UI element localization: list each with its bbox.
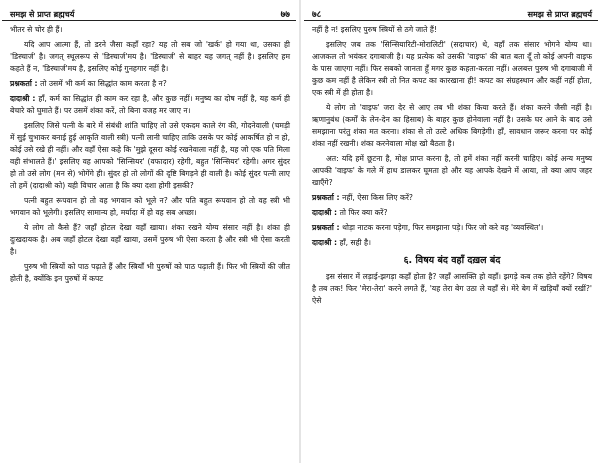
dialog-text: थोड़ा नाटक करना पड़ेगा, फिर समझाना पड़े। फिर जो करे वह 'व्यवस्थित'। <box>342 223 544 232</box>
dialog-line: दादाश्री : तो फिर क्या करें? <box>312 208 388 217</box>
left-page <box>2 0 296 463</box>
paragraph: ये लोग तो 'वाइफ' जरा देर से आए तब भी शंका किया करते हैं। शंका करने जैसी नहीं है। ऋणानुबंध (कर्मों के लेन-देन का हिसाब) के बाहर कुछ होनेवाला नहीं है। उसके घर आने के बाद उसे समझाना परंतु शंका मत करना। शंका से तो उल्टे अधिक बिगड़ेगी। हाँ, सावधान जरूर करना पर कोई शंका नहीं रखनी। शंका करनेवाला मोक्ष खो बैठता है। <box>312 103 592 148</box>
paragraph: यदि आप आत्मा हैं, तो डरने जैसा कहाँ रहा? यह तो सब जो 'खर्क' हो गया था, उसका ही 'डिस्चार्ज' है। जगत् स्थूलरूप से 'डिस्चार्ज'मय है। 'डिस्चार्ज' से बाहर यह जगत् नहीं है। इसलिए हम कहते हैं न, 'डिस्चार्ज'मय है, इसलिए कोई गुनहगार नहीं है। <box>10 40 290 73</box>
left-page-body <box>2 21 296 285</box>
dialog-line: प्रश्नकर्ता : तो उसमें भी कर्म का सिद्धांत काम करता है न? <box>10 79 167 88</box>
right-page-number: ७८ <box>312 10 322 20</box>
section-heading: ६. विषय बंद वहाँ दख़ल बंद <box>403 255 501 266</box>
dialog-text: नहीं, ऐसा किस लिए करें? <box>342 193 413 202</box>
dialog-line: दादाश्री : हाँ, सही है। <box>312 238 371 247</box>
speaker-name: दादाश्री <box>312 208 332 217</box>
paragraph: पत्नी बहुत रूपवान हो तो वह भगवान को भूले न? और पति बहुत रूपवान हो तो वह स्त्री भी भगवान को भूलेगी। इसलिए सामान्य हो, मर्यादा में हो वह सब अच्छा। <box>10 196 290 217</box>
left-page-number: ७७ <box>280 10 290 20</box>
right-header-title: समझ से प्राप्त ब्रह्मचर्य <box>527 10 592 19</box>
speaker-name: दादाश्री <box>312 238 332 247</box>
paragraph: इसलिए जिसे पत्नी के बारे में संबंधी शांति चाहिए तो उसे एकदम काले रंग की, गोदनेवाली (चमड़ी में सुई चुभाकर बनाई हुई आकृति वाली स्त्री) पत्नी लानी चाहिए ताकि उसके पर कोई आकर्षित हो न हो, कोई उसे रखे ही नहीं। और वहाँ ऐसा कहे कि 'मुझे दूसरा कोई रखनेवाला नहीं है, यह जो एक पति मिला वही संभालते हैं।' इसलिए वह आपको 'सिन्सियर' (वफादार) रहेगी, बहुत 'सिन्सियर' रहेगी। अगर सुंदर हो तो उसे लोग (मन से) भोगेंगे ही। सुंदर हो तो लोगों की दृष्टि बिगड़ने ही वाली है। कोई सुंदर पत्नी लाए तो हमें (दादाश्री को) यही विचार आता है कि क्या दशा होगी इसकी? <box>10 121 290 190</box>
paragraph: पुरुष भी स्त्रियों को पाठ पढ़ाते हैं और स्त्रियाँ भी पुरुषों को पाठ पढ़ाती हैं। फिर भी स्त्रियों की जीत होती है, क्योंकि इन पुरुषों में कपट <box>10 262 290 283</box>
speaker-name: प्रश्नकर्ता <box>312 193 334 202</box>
paragraph: ये लोग तो कैसे हैं? जहाँ होटल देखा वहाँ खाया। शंका रखने योग्य संसार नहीं है। शंका ही दुःखदायक है। अब जहाँ होटल देखा वहाँ खाया, उसमें पुरुष भी ऐसा करता है और स्त्री भी ऐसा करती है। <box>10 223 290 256</box>
speaker-name: प्रश्नकर्ता <box>10 79 32 88</box>
paragraph: नहीं है न! इसलिए पुरुष स्त्रियों से ठगे जाते हैं! <box>312 25 437 34</box>
dialog-line: प्रश्नकर्ता : थोड़ा नाटक करना पड़ेगा, फिर समझाना पड़े। फिर जो करे वह 'व्यवस्थित'। <box>312 223 544 232</box>
left-page-header <box>2 0 296 21</box>
paragraph: भीतर से चोर ही हैं। <box>10 25 63 34</box>
speaker-name: दादाश्री <box>10 94 30 103</box>
paragraph: इस संसार में लड़ाई-झगड़ा कहाँ होता है? जहाँ आसक्ति हो वहाँ। झगड़े कब तक होते रहेंगे? विषय है तब तक! फिर 'मेरा-तेरा' करने लगते हैं, 'यह तेरा बेग उठा ले यहाँ से। मेरे बेग में खड़ियाँ क्यों रखीं?' ऐसे <box>312 272 592 305</box>
paragraph: इसलिए जब तक 'सिन्सियारिटी-मोरालिटी' (सदाचार) थे, वहाँ तक संसार भोगने योग्य था। आजकल तो भयंकर दगाबाजी है। यह प्रत्येक को उसकी 'वाइफ' की बात बता दूँ तो कोई अपनी वाइफ के पास जाएगा नहीं। फिर सबको जानता हूँ मगर कुछ कहता-करता नहीं। अलबत्त पुरुष भी दगाबाजी में कुछ कम नहीं है लेकिन स्त्री तो नित कपट का कारखाना ही! कपट का संग्रहस्थान और कहीं नहीं होता, एक स्त्री में ही होता है। <box>312 40 592 97</box>
speaker-name: प्रश्नकर्ता <box>312 223 334 232</box>
book-gutter <box>299 0 301 463</box>
dialog-line: प्रश्नकर्ता : नहीं, ऐसा किस लिए करें? <box>312 193 413 202</box>
right-page-header <box>304 0 598 21</box>
dialog-text: हाँ, कर्म का सिद्धांत ही काम कर रहा है, और कुछ नहीं। मनुष्य का दोष नहीं है, यह कर्म ही बेचारे को घुमाते हैं। पर उसमें शंका करें, तो बिना वजह मर जाए न। <box>10 94 291 115</box>
dialog-text: तो फिर क्या करें? <box>339 208 388 217</box>
dialog-text: तो उसमें भी कर्म का सिद्धांत काम करता है न? <box>40 79 167 88</box>
paragraph: अत: यदि हमें छूटना है, मोक्ष प्राप्त करना है, तो हमें शंका नहीं करनी चाहिए। कोई अन्य मनुष्य आपकी 'वाइफ' के गले में हाथ डालकर घूमता हो और यह आपके देखने में आया, तो क्या आप जहर खाएँगे? <box>312 154 592 187</box>
dialog-text: हाँ, सही है। <box>339 238 371 247</box>
dialog-line: दादाश्री : हाँ, कर्म का सिद्धांत ही काम कर रहा है, और कुछ नहीं। मनुष्य का दोष नहीं है, यह कर्म ही बेचारे को घुमाते हैं। पर उसमें शंका करें, तो बिना वजह मर जाए न। <box>10 94 291 115</box>
right-page-body <box>304 21 598 307</box>
right-page <box>304 0 598 463</box>
left-header-title: समझ से प्राप्त ब्रह्मचर्य <box>10 10 75 19</box>
